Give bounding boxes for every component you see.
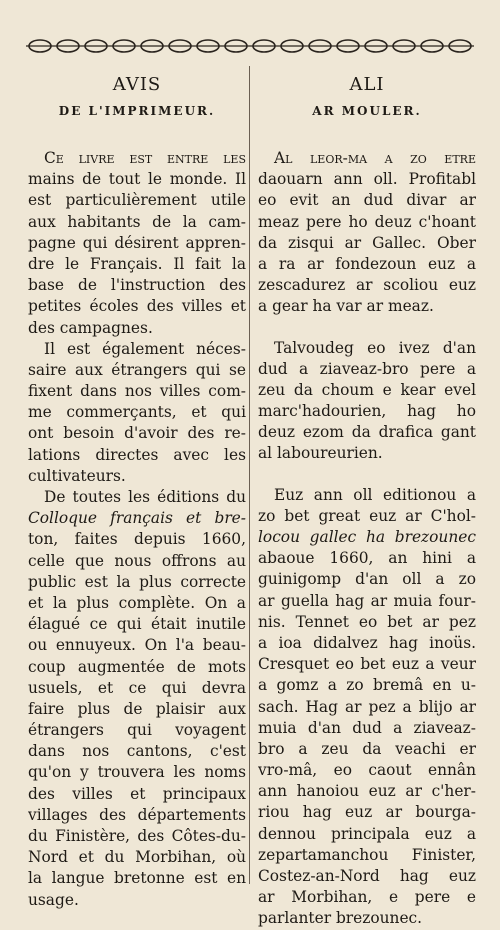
french-subtitle: DE L'IMPRIMEUR.: [58, 104, 216, 118]
text-line: marc'hadourien, hag ho: [258, 402, 476, 421]
text-line: étrangers qui voyagent: [28, 721, 246, 740]
text-line: a ra ar fondezoun euz a: [258, 254, 476, 273]
text-line: nis. Tennet eo bet ar pez: [258, 612, 476, 631]
breton-subtitle: AR MOULER.: [312, 104, 422, 118]
text-line: dre le Français. Il fait la: [28, 254, 246, 273]
text-line: coup augmentée de mots: [28, 657, 246, 676]
text-line: Costez-an-Nord hag euz: [258, 867, 476, 885]
text-line: da zisqui ar Gallec. Ober: [258, 233, 476, 252]
text-line: aux habitants de la cam-: [28, 212, 246, 231]
text-line: sach. Hag ar pez a blijo ar: [258, 697, 476, 716]
text-line: est particulièrement utile: [28, 191, 246, 210]
text-line: du Finistère, des Côtes-du-: [28, 827, 246, 845]
text-line: public est la plus correcte: [28, 572, 246, 591]
column-divider: [249, 66, 250, 884]
text-line: lations directes avec les: [28, 445, 246, 464]
text-line: celle que nous offrons au: [28, 551, 246, 570]
text-line: saire aux étrangers qui se: [28, 360, 246, 379]
text-line: Il est également néces-: [44, 339, 246, 358]
text-line: mains de tout le monde. Il: [28, 170, 246, 189]
text-line: ou ennuyeux. On l'a beau-: [28, 636, 246, 655]
text-line: zepartamanchou Finister,: [258, 845, 476, 864]
paragraph-gap: [258, 465, 476, 485]
text-line: De toutes les éditions du: [44, 488, 246, 506]
text-line: ont besoin d'avoir des re-: [28, 424, 246, 443]
text-line: usuels, et ce qui devra: [28, 678, 246, 697]
text-line: zeu da choum e kear evel: [258, 380, 476, 399]
text-line: des villes et principaux: [28, 784, 246, 803]
text-line: usage.: [28, 890, 79, 909]
text-line: abaoue 1660, an hini a: [258, 549, 476, 568]
text-line: ton, faites depuis 1660,: [28, 530, 246, 549]
text-line: bro a zeu da veachi er: [258, 739, 476, 758]
breton-column: [258, 64, 476, 930]
text-line: fixent dans nos villes com-: [28, 382, 246, 401]
text-line: vro-mâ, eo caout ennân: [258, 761, 476, 780]
text-line: me commerçants, et qui: [28, 403, 246, 422]
text-line: des campagnes.: [28, 318, 153, 337]
text-line: Talvoudeg eo ivez d'an: [274, 338, 476, 357]
breton-text: [258, 148, 476, 930]
text-line: a ioa didalvez hag inoüs.: [258, 633, 476, 652]
text-line: dans nos cantons, c'est: [28, 742, 246, 761]
text-line: Nord et du Morbihan, où: [28, 848, 246, 867]
text-line: ar Morbihan, e pere e: [258, 888, 476, 907]
text-line: zo bet great euz ar C'hol-: [258, 506, 476, 525]
text-line: villages des départements: [28, 805, 246, 824]
text-line: meaz pere ho deuz c'hoant: [258, 212, 476, 231]
text-line: Cresquet eo bet euz a veur: [258, 655, 476, 674]
text-line: dennou principala euz a: [258, 824, 476, 843]
ornament-border: [26, 36, 474, 56]
text-line: qu'on y trouvera les noms: [28, 763, 246, 782]
text-line: ann hanoiou euz ar c'her-: [258, 782, 476, 801]
text-line: cultivateurs.: [28, 466, 126, 485]
text-line: riou hag euz ar bourga-: [258, 803, 476, 822]
text-line: guinigomp d'an oll a zo: [258, 570, 476, 589]
text-line: eo evit an dud divar ar: [258, 191, 476, 210]
text-line: faire plus de plaisir aux: [28, 699, 246, 718]
text-line: parlanter brezounec.: [258, 909, 423, 928]
text-line: al laboureurien.: [258, 444, 383, 463]
text-line: dud a ziaveaz-bro pere a: [258, 359, 476, 378]
text-line: et la plus complète. On a: [28, 593, 246, 612]
text-line: Colloque français et bre-: [28, 509, 246, 528]
french-text: [28, 148, 246, 911]
text-line: a gear ha var ar meaz.: [258, 297, 434, 316]
text-line: pagne qui désirent appren-: [28, 233, 246, 252]
french-title: AVIS: [112, 74, 162, 95]
text-line: daouarn ann oll. Profitabl: [258, 170, 476, 189]
text-line: Ce livre est entre les: [44, 149, 246, 167]
text-line: Euz ann oll editionou a: [274, 485, 476, 504]
text-line: la langue bretonne est en: [28, 869, 246, 888]
text-line: Al leor-ma a zo etre: [274, 149, 476, 167]
text-line: zescadurez ar scoliou euz: [258, 276, 476, 295]
text-line: muia d'an dud a ziaveaz-: [258, 718, 476, 737]
paragraph-gap: [258, 318, 476, 338]
text-line: ar guella hag ar muia four-: [258, 591, 476, 610]
text-line: petites écoles des villes et: [28, 297, 246, 316]
text-line: deuz ezom da drafica gant: [258, 423, 476, 442]
text-line: base de l'instruction des: [28, 276, 246, 295]
text-line: a gomz a zo bremâ en u-: [258, 676, 476, 695]
text-line: locou gallec ha brezounec: [258, 528, 476, 546]
breton-title: ALI: [349, 74, 385, 95]
french-column: [28, 64, 246, 911]
text-line: élagué ce qui était inutile: [28, 615, 246, 634]
